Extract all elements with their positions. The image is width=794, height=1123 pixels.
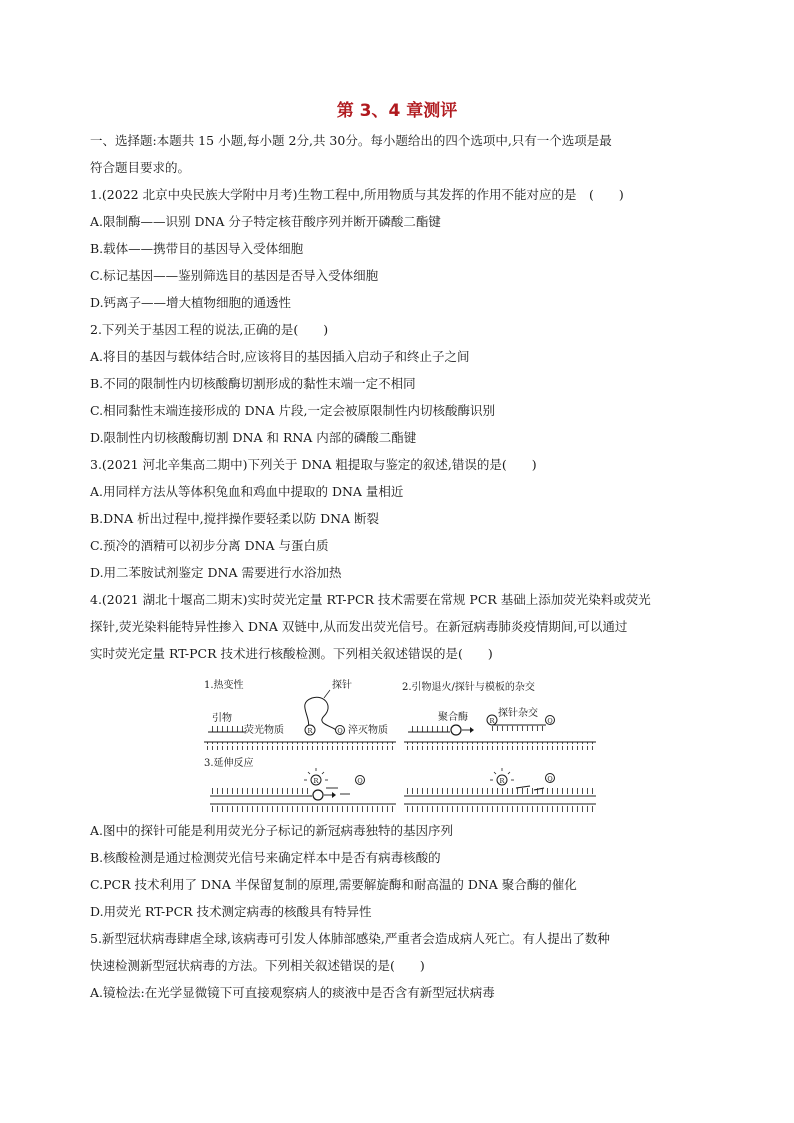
- q4-stem-line-3: 实时荧光定量 RT-PCR 技术进行核酸检测。下列相关叙述错误的是( ): [90, 646, 493, 661]
- q3-option-a: A.用同样方法从等体积兔血和鸡血中提取的 DNA 量相近: [90, 484, 404, 499]
- primer-strand-2: [408, 724, 450, 732]
- template-strand-4: [404, 804, 596, 812]
- svg-text:Q: Q: [357, 777, 363, 785]
- q2-option-b: B.不同的限制性内切核酸酶切割形成的黏性末端一定不相同: [90, 376, 416, 391]
- panel1-label: 1.热变性: [204, 680, 244, 691]
- template-strand-2: [404, 742, 596, 750]
- q4-option-a: A.图中的探针可能是利用荧光分子标记的新冠病毒独特的基因序列: [90, 823, 454, 838]
- svg-text:R: R: [499, 777, 505, 785]
- q1-option-c: C.标记基因——鉴别筛选目的基因是否导入受体细胞: [90, 268, 379, 283]
- q5-stem-line-1: 5.新型冠状病毒肆虐全球,该病毒可引发人体肺部感染,严重者会造成病人死亡。有人提出了数种: [90, 931, 610, 946]
- probe-label: 探针: [332, 680, 352, 691]
- q3-option-d: D.用二苯胺试剂鉴定 DNA 需要进行水浴加热: [90, 565, 342, 580]
- fluorescing-reporter-icon: [304, 768, 328, 785]
- q3-option-b: B.DNA 析出过程中,搅拌操作要轻柔以防 DNA 断裂: [90, 511, 380, 526]
- quencher-label: 淬灭物质: [348, 725, 388, 736]
- q1-option-b: B.载体——携带目的基因导入受体细胞: [90, 241, 304, 256]
- template-strand-1: [204, 742, 396, 750]
- polymerase-label: 聚合酶: [438, 712, 468, 723]
- quencher-q-label: Q: [337, 727, 343, 735]
- q5-option-a: A.镜检法:在光学显微镜下可直接观察病人的痰液中是否含有新型冠状病毒: [90, 985, 495, 1000]
- probe-strand: [492, 725, 546, 731]
- hybrid-label: 探针杂交: [498, 708, 538, 719]
- panel3-label: 3.延伸反应: [204, 758, 254, 769]
- primer-strand: [208, 724, 246, 732]
- q1-stem: 1.(2022 北京中央民族大学附中月考)生物工程中,所用物质与其发挥的作用不能对应的是 ( ): [90, 187, 624, 202]
- q1-option-a: A.限制酶——识别 DNA 分子特定核苷酸序列并断开磷酸二酯键: [90, 214, 441, 229]
- q4-stem-line-2: 探针,荧光染料能特异性掺入 DNA 双链中,从而发出荧光信号。在新冠病毒肺炎疫情期间,可以通过: [90, 619, 628, 634]
- polymerase-icon: [451, 725, 461, 735]
- svg-text:R: R: [313, 777, 319, 785]
- primer-label: 引物: [212, 713, 232, 724]
- reporter-r-label: R: [307, 727, 313, 735]
- panel2-label: 2.引物退火/探针与模板的杂交: [402, 682, 535, 693]
- q3-option-c: C.预冷的酒精可以初步分离 DNA 与蛋白质: [90, 538, 329, 553]
- extended-strand-2: [404, 788, 596, 796]
- fluorescing-reporter-icon-2: [490, 768, 514, 785]
- fluor-label: 荧光物质: [244, 725, 284, 736]
- q2-stem: 2.下列关于基因工程的说法,正确的是( ): [90, 322, 329, 337]
- template-strand-3: [210, 804, 396, 812]
- q4-option-b: B.核酸检测是通过检测荧光信号来确定样本中是否有病毒核酸的: [90, 850, 441, 865]
- extended-strand: [210, 788, 312, 796]
- section-intro-line-2: 符合题目要求的。: [90, 160, 191, 175]
- q4-option-d: D.用荧光 RT-PCR 技术测定病毒的核酸具有特异性: [90, 904, 372, 919]
- q3-stem: 3.(2021 河北辛集高二期中)下列关于 DNA 粗提取与鉴定的叙述,错误的是( ): [90, 457, 537, 472]
- q1-option-d: D.钙离子——增大植物细胞的通透性: [90, 295, 292, 310]
- polymerase-icon-2: [313, 790, 323, 800]
- reporter-r-label-2: R: [489, 717, 495, 725]
- q4-stem-line-1: 4.(2021 湖北十堰高二期末)实时荧光定量 RT-PCR 技术需要在常规 PCR 基础上添加荧光染料或荧光: [90, 592, 651, 607]
- rt-pcr-figure: [200, 676, 600, 816]
- q4-option-c: C.PCR 技术利用了 DNA 半保留复制的原理,需要解旋酶和耐高温的 DNA 聚合酶的催化: [90, 877, 577, 892]
- q2-option-c: C.相同黏性末端连接形成的 DNA 片段,一定会被原限制性内切核酸酶识别: [90, 403, 496, 418]
- quencher-q-label-2: Q: [547, 717, 553, 725]
- q2-option-a: A.将目的基因与载体结合时,应该将目的基因插入启动子和终止子之间: [90, 349, 470, 364]
- section-intro-line-1: 一、选择题:本题共 15 小题,每小题 2分,共 30分。每小题给出的四个选项中,只有一个选项是最: [90, 133, 612, 148]
- q2-option-d: D.限制性内切核酸酶切割 DNA 和 RNA 内部的磷酸二酯键: [90, 430, 417, 445]
- q5-stem-line-2: 快速检测新型冠状病毒的方法。下列相关叙述错误的是( ): [90, 958, 425, 973]
- svg-text:Q: Q: [547, 775, 553, 783]
- page-title: 第 3、4 章测评: [336, 101, 458, 121]
